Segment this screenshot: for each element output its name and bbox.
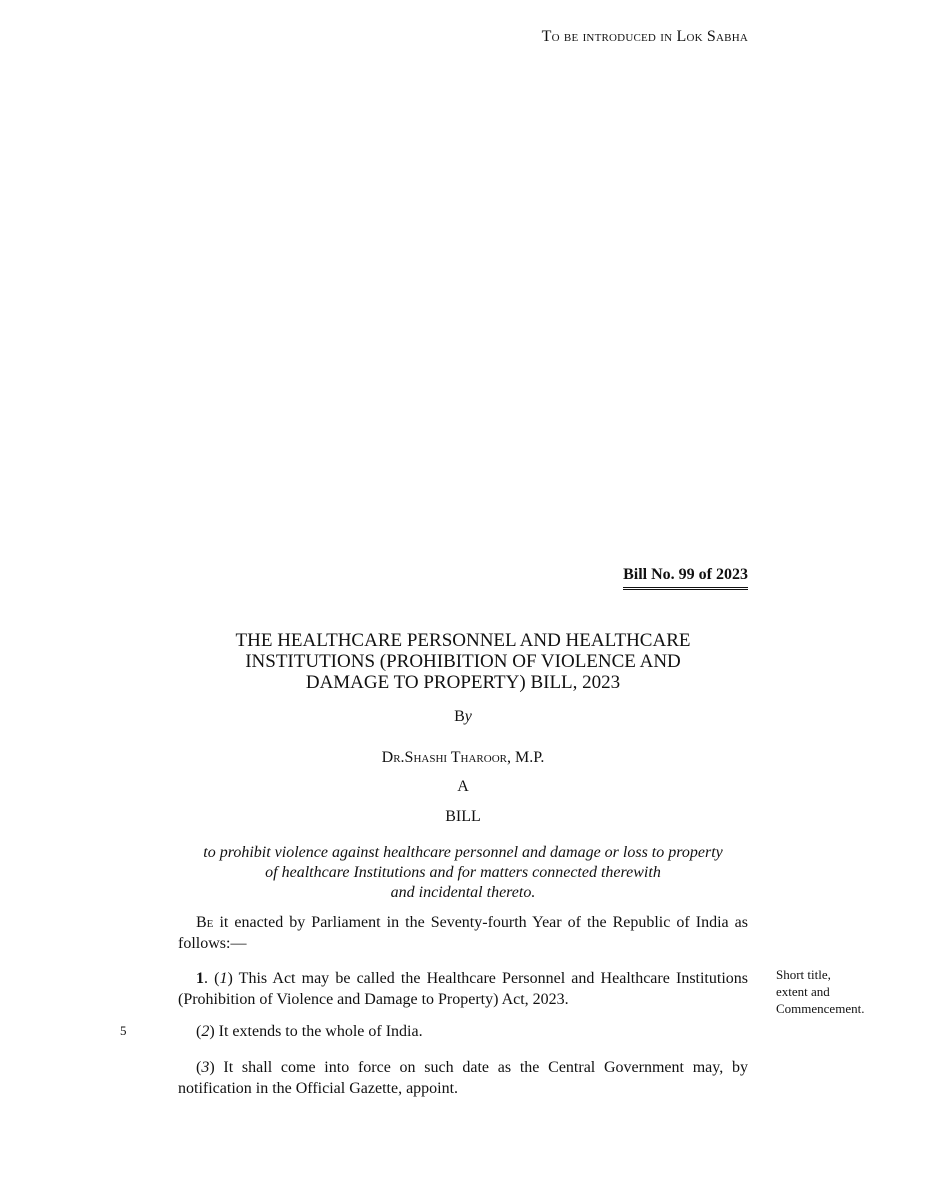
long-title-line: of healthcare Institutions and for matters connected therewith	[265, 864, 661, 881]
section-number-separator: .	[204, 970, 215, 987]
section-1-subsection-3: (3) It shall come into force on such date as the Central Government may, by notification in the Official Gazette, appoint.	[178, 1059, 748, 1097]
section-1-subsection-2: (2) It extends to the whole of India.	[196, 1023, 423, 1040]
subsection-label: 2	[201, 1023, 210, 1040]
enacting-text: it enacted by Parliament in the Seventy-fourth Year of the Republic of India as follows:—	[178, 914, 748, 952]
bill-title-line: THE HEALTHCARE PERSONNEL AND HEALTHCARE	[235, 630, 691, 651]
marginal-note-line: Commencement.	[776, 1001, 865, 1016]
author-name: Dr.Shashi Tharoor, M.P.	[381, 749, 545, 766]
bill-heading: BILL	[445, 808, 481, 825]
by-suffix: y	[464, 708, 472, 725]
bill-number: Bill No. 99 of 2023	[623, 566, 748, 590]
marginal-note-line: extent and	[776, 984, 830, 999]
long-title-line: to prohibit violence against healthcare personnel and damage or loss to property	[203, 844, 723, 861]
article-a: A	[457, 778, 469, 795]
subsection-text: It shall come into force on such date as the Central Government may, by notification in the Official Gazette, appoint.	[178, 1059, 748, 1097]
by-line	[178, 708, 748, 726]
subsection-label: 1	[219, 970, 228, 987]
bill-title-line: INSTITUTIONS (PROHIBITION OF VIOLENCE AND	[245, 651, 681, 672]
section-1-subsection-1: 1. (1) This Act may be called the Healthcare Personnel and Healthcare Institutions (Prohibition of Violence and Damage to Property) Act, 2023.	[178, 970, 748, 1008]
marginal-note	[776, 966, 906, 1017]
subsection-text: This Act may be called the Healthcare Personnel and Healthcare Institutions (Prohibition of Violence and Damage to Property) Act, 2023.	[178, 970, 748, 1008]
enacting-lead: Be	[196, 914, 214, 931]
introduction-note: To be introduced in Lok Sabha	[541, 28, 748, 45]
section-number: 1	[196, 970, 204, 987]
subsection-text: It extends to the whole of India.	[214, 1023, 423, 1040]
by-prefix: B	[454, 708, 465, 725]
subsection-label: 3	[201, 1059, 210, 1076]
enacting-formula	[178, 912, 748, 954]
long-title	[178, 843, 748, 903]
line-number: 5	[120, 1023, 127, 1038]
bill-title-line: DAMAGE TO PROPERTY) BILL, 2023	[305, 672, 621, 693]
long-title-line: and incidental thereto.	[390, 884, 536, 901]
marginal-note-line: Short title,	[776, 967, 831, 982]
bill-title	[178, 630, 748, 693]
